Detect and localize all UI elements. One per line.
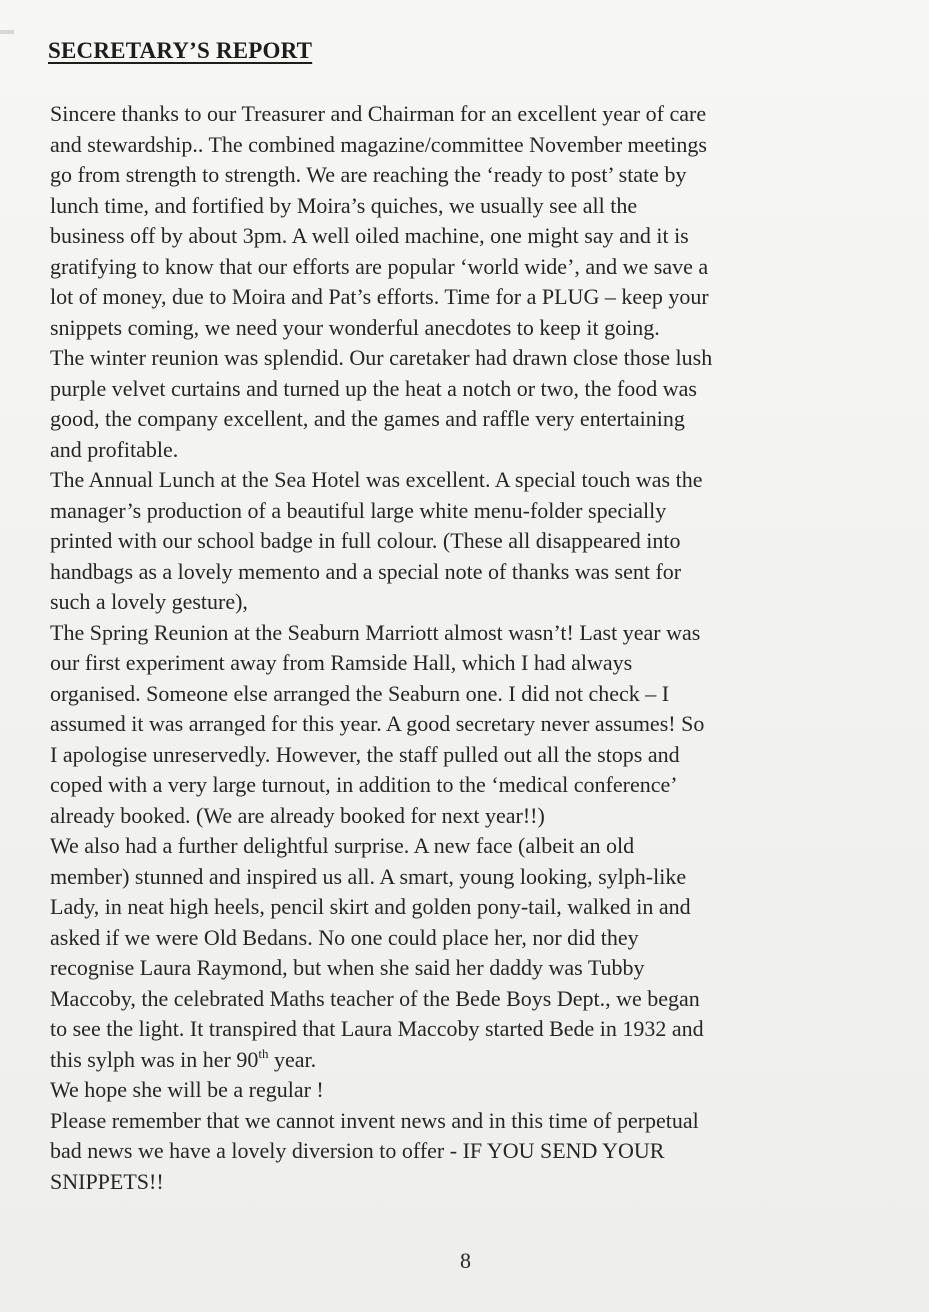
body-line: lot of money, due to Moira and Pat’s efforts. Time for a PLUG – keep your <box>50 284 709 309</box>
body-line: recognise Laura Raymond, but when she said her daddy was Tubby <box>50 955 645 980</box>
report-heading: SECRETARY’S REPORT <box>48 38 313 63</box>
body-line: asked if we were Old Bedans. No one could place her, nor did they <box>50 924 639 950</box>
closing-line: bad news we have a lovely diversion to offer - IF YOU SEND YOUR <box>50 1138 665 1163</box>
body-line: our first experiment away from Ramside Hall, which I had always <box>50 650 633 675</box>
scan-edge-mark <box>0 30 14 34</box>
ordinal-suffix: th <box>258 1045 269 1061</box>
report-body <box>50 99 880 1197</box>
body-line: coped with a very large turnout, in addition to the ‘medical conference’ <box>50 772 678 797</box>
closing-line: SNIPPETS!! <box>50 1168 164 1194</box>
body-line: manager’s production of a beautiful large white menu-folder specially <box>50 497 667 523</box>
body-line: Maccoby, the celebrated Maths teacher of the Bede Boys Dept., we began <box>50 985 700 1011</box>
sylph-text: this sylph was in her 90 <box>50 1046 259 1072</box>
body-line: already booked. (We are already booked for next year!!) <box>50 802 545 828</box>
body-line: purple velvet curtains and turned up the heat a notch or two, the food was <box>50 375 697 401</box>
body-line: organised. Someone else arranged the Seaburn one. I did not check – I <box>50 680 670 706</box>
body-line: printed with our school badge in full colour. (These all disappeared into <box>50 528 681 553</box>
closing-line: Please remember that we cannot invent news and in this time of perpetual <box>50 1107 699 1133</box>
body-line: I apologise unreservedly. However, the staff pulled out all the stops and <box>50 741 680 767</box>
body-line: go from strength to strength. We are reaching the ‘ready to post’ state by <box>50 162 687 187</box>
body-line: gratifying to know that our efforts are popular ‘world wide’, and we save a <box>50 253 709 279</box>
body-line: snippets coming, we need your wonderful anecdotes to keep it going. <box>50 314 660 340</box>
body-line: business off by about 3pm. A well oiled machine, one might say and it is <box>50 223 689 248</box>
body-line: such a lovely gesture), <box>50 589 248 614</box>
body-line: member) stunned and inspired us all. A smart, young looking, sylph-like <box>50 863 687 889</box>
sylph-text-end: year. <box>268 1046 317 1072</box>
body-line: good, the company excellent, and the games and raffle very entertaining <box>50 406 685 431</box>
body-line: to see the light. It transpired that Laura Maccoby started Bede in 1932 and <box>50 1016 704 1041</box>
body-line: lunch time, and fortified by Moira’s quiches, we usually see all the <box>50 192 638 218</box>
body-line: assumed it was arranged for this year. A good secretary never assumes! So <box>50 711 705 736</box>
body-line: and profitable. <box>50 436 179 462</box>
body-line: Lady, in neat high heels, pencil skirt and golden pony-tail, walked in and <box>50 894 691 919</box>
body-line: handbags as a lovely memento and a special note of thanks was sent for <box>50 558 682 584</box>
body-line: The Annual Lunch at the Sea Hotel was excellent. A special touch was the <box>50 467 703 492</box>
body-line: The Spring Reunion at the Seaburn Marriott almost wasn’t! Last year was <box>50 619 701 645</box>
body-line: We also had a further delightful surprise. A new face (albeit an old <box>50 833 635 858</box>
body-line: The winter reunion was splendid. Our caretaker had drawn close those lush <box>50 345 713 370</box>
body-line: Sincere thanks to our Treasurer and Chairman for an excellent year of care <box>50 101 707 126</box>
page-number: 8 <box>460 1248 471 1273</box>
closing-line: We hope she will be a regular ! <box>50 1077 324 1102</box>
body-line-sylph <box>50 1045 880 1076</box>
body-line: and stewardship.. The combined magazine/committee November meetings <box>50 131 707 157</box>
